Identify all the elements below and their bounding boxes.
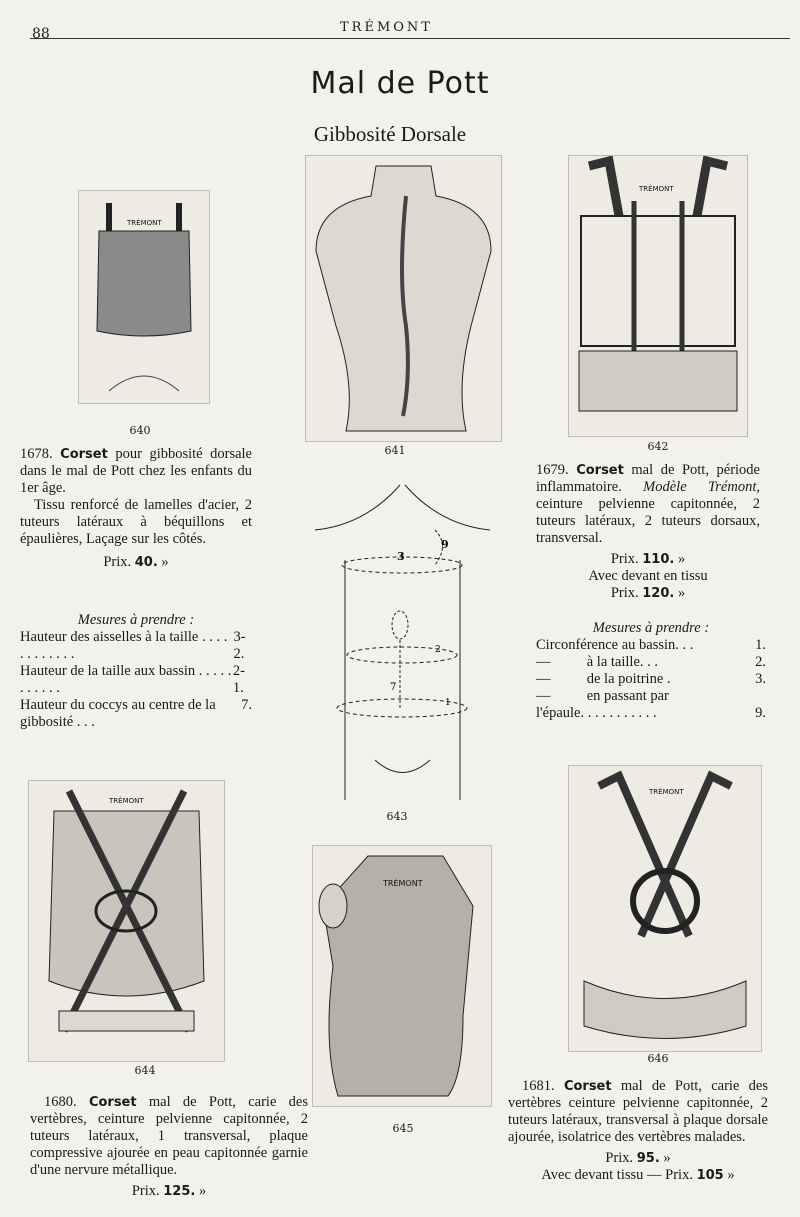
- item-price: Prix. 125. »: [131, 1183, 207, 1199]
- measure-row: — en passant par: [536, 688, 669, 704]
- figure-640-illustration: [78, 190, 210, 404]
- brand-label: TRÉMONT: [127, 219, 162, 227]
- item-1681: 1681. Corset mal de Pott, carie des vertèbres ceinture pelvienne capitonnée, 2 tuteurs latéraux, transversal à plaque dorsale ajourée, isolatrice des vertèbres malades. Prix. 95. » Avec devant tissu — Prix. 105 »: [508, 1078, 769, 1183]
- figure-number: 641: [384, 444, 406, 457]
- figure-number: 645: [392, 1122, 414, 1135]
- page-title: Mal de Pott: [310, 66, 490, 101]
- figure-641-illustration: [305, 155, 502, 442]
- measure-label-2: 2: [435, 645, 441, 655]
- item-number: 1679.: [536, 462, 569, 478]
- item-keyword: Corset: [60, 447, 108, 462]
- page-subtitle: Gibbosité Dorsale: [313, 122, 467, 146]
- measure-label-7: 7: [390, 682, 397, 693]
- item-number: 1680.: [44, 1094, 77, 1110]
- figure-646-illustration: [568, 765, 762, 1052]
- item-price-2: Prix. 120. »: [610, 585, 686, 601]
- measure-row: Circonférence au bassin. . . 1.: [536, 637, 766, 653]
- running-title: TRÉMONT: [340, 20, 433, 35]
- item-description: Tissu renforcé de lamelles d'acier, 2 tuteurs latéraux à béquillons et épaulières, Laçage sur les côtés.: [20, 497, 252, 547]
- measures-heading: Mesures à prendre :: [77, 612, 195, 628]
- brand-label: TRÉMONT: [109, 797, 144, 805]
- item-keyword: Corset: [88, 1095, 137, 1110]
- measure-row: — à la taille. . . 2.: [536, 654, 766, 670]
- figure-number: 642: [647, 440, 669, 453]
- figure-643-diagram: [305, 480, 500, 810]
- item-1679: 1679. Corset mal de Pott, période inflammatoire. Modèle Trémont, ceinture pelvienne capitonnée, 2 tuteurs latéraux, 2 tuteurs dorsaux, transversal. Prix. 110. » Avec devant en tissu Prix. 120. »: [536, 462, 760, 601]
- brand-label: TRÉMONT: [383, 879, 423, 888]
- measure-label-1: 1: [445, 698, 451, 708]
- figure-644-illustration: [28, 780, 225, 1062]
- brand-label: TRÉMONT: [639, 185, 674, 193]
- brand-label: TRÉMONT: [649, 788, 684, 796]
- item-number: 1678.: [20, 446, 53, 462]
- item-price: Prix. 110. »: [610, 551, 686, 567]
- measure-row: l'épaule. . . . . . . . . . . 9.: [536, 705, 766, 721]
- figure-number: 646: [647, 1052, 669, 1065]
- item-price-2: Avec devant tissu — Prix. 105 »: [541, 1167, 735, 1183]
- figure-642-illustration: [568, 155, 748, 437]
- item-1678: [20, 446, 252, 571]
- item-keyword: Corset: [563, 1079, 612, 1094]
- figure-number: 644: [134, 1064, 156, 1077]
- item-extra: Avec devant en tissu: [588, 568, 708, 584]
- measure-row: Hauteur de la taille aux bassin . . . . . . . . . . . 2-1.: [20, 663, 245, 696]
- measure-label-9: 9: [441, 538, 449, 551]
- item-price: Prix. 40. »: [103, 554, 169, 570]
- measure-row: Hauteur du coccys au centre de la gibbosité . . . 7.: [20, 697, 252, 730]
- item-price: Prix. 95. »: [605, 1150, 671, 1166]
- item-keyword: Corset: [576, 463, 624, 478]
- figure-number: 643: [386, 810, 408, 823]
- figure-645-illustration: [312, 845, 492, 1107]
- figure-number: 640: [129, 424, 151, 437]
- page-number: 88: [32, 26, 50, 42]
- item-1680: 1680. Corset mal de Pott, carie des vertèbres, ceinture pelvienne capitonnée, 2 tuteurs latéraux, 1 transversal, plaque compressive ajourée en peau capitonnée garnie d'une nervure métallique. Prix. 125. »: [30, 1094, 309, 1199]
- item-description: pour gibbosité dorsale dans le mal de Pott chez les enfants du 1er âge.: [20, 446, 252, 496]
- measures-right: [536, 620, 766, 722]
- header-rule: [30, 38, 790, 39]
- measure-label-3: 3: [397, 550, 405, 563]
- measure-row: — de la poitrine . 3.: [536, 671, 766, 687]
- measures-heading: Mesures à prendre :: [592, 620, 710, 636]
- measure-row: Hauteur des aisselles à la taille . . . . . . . . . . . . 3-2.: [20, 629, 246, 662]
- measures-left: [20, 612, 252, 731]
- item-number: 1681.: [522, 1078, 555, 1094]
